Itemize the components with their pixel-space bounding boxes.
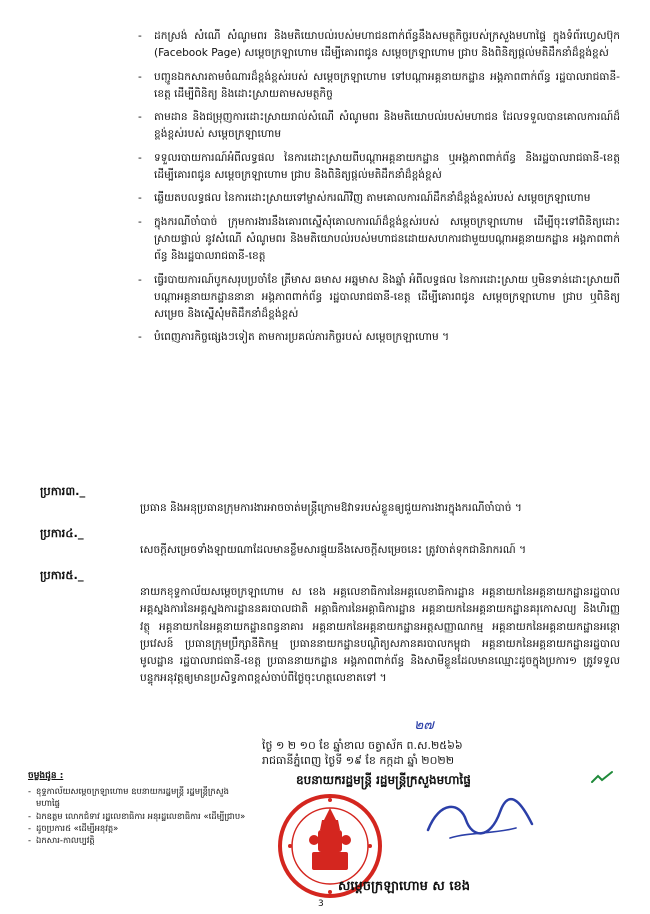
- task-list: [138, 28, 620, 353]
- initials-mark-icon: [590, 770, 614, 786]
- article-text: ប្រធាន និងអនុប្រធានក្រុមការងារអាចចាត់មន្ត្រីក្រោមឱវាទរបស់ខ្លួនឲ្យជួយការងារក្នុងករណីចាំបាច់ ។: [140, 502, 522, 514]
- list-item: - ធ្វើរបាយការណ៍បូកសរុបប្រចាំខែ ត្រីមាស ឆមាស អឆ្នមាស និងឆ្នាំ អំពីលទ្ធផល នៃការដោះស្រាយ ឬមិនទាន់ដោះស្រាយពីបណ្ដាអគ្គនាយកដ្ឋាននានា អង្គភាពពាក់ព័ន្ធ រដ្ឋបាលរាជធានី-ខេត្ត ដើម្បីគោរពជូន សម្ដេចក្រឡាហោម ជ្រាប ឬពិនិត្យ សម្រេច និងស្នើសុំមតិដឹកនាំដ៏ខ្ពង់ខ្ពស់: [138, 273, 620, 321]
- article-label: ប្រការ៤._: [40, 526, 84, 540]
- list-item: - ទទួលរបាយការណ៍អំពីលទ្ធផល នៃការដោះស្រាយពីបណ្ដាអគ្គនាយកដ្ឋាន ឬអង្គភាពពាក់ព័ន្ធ និងរដ្ឋបាលរាជធានី-ខេត្ត ដើម្បីគោរពជូន សម្ដេចក្រឡាហោម ជ្រាប និងពិនិត្យផ្ដល់មតិដឹកនាំដ៏ខ្ពង់ខ្ពស់: [138, 151, 620, 182]
- lunar-date: ថ្ងៃ ១ ២ ១០ ខែ ឆ្នាំខាល ចត្វាស័ក ព.ស.២៥៦៦: [262, 739, 463, 752]
- copy-to-title: ចម្លងជូន :: [28, 771, 64, 781]
- list-item: - បំពេញភារកិច្ចផ្សេងៗទៀត តាមការប្រគល់ភារកិច្ចរបស់ សម្ដេចក្រឡាហោម ។: [138, 331, 450, 344]
- article-label: ប្រការ៥._: [40, 568, 84, 582]
- solar-date: រាជធានីភ្នំពេញ ថ្ងៃទី ១៩ ខែ កក្កដា ឆ្នាំ ២០២២: [262, 754, 455, 767]
- article-label: ប្រការ៣._: [40, 484, 86, 498]
- copy-to-list: [28, 770, 248, 846]
- list-item: - ក្នុងករណីចាំបាច់ ក្រុមការងារនឹងគោរពស្នើសុំគោលការណ៍ដ៏ខ្ពង់ខ្ពស់របស់ សម្ដេចក្រឡាហោម ដើម្បីចុះទៅពិនិត្យដោះស្រាយផ្ទាល់ នូវសំណើ សំណូមពរ និងមតិយោបល់របស់មហាជនដោយសហការជាមួយបណ្ដាអគ្គនាយកដ្ឋាន អង្គភាពពាក់ព័ន្ធ និងរដ្ឋបាលរាជធានី-ខេត្ត: [138, 215, 620, 263]
- list-item: - តាមដាន និងជម្រុញការដោះស្រាយរាល់សំណើ សំណូមពរ និងមតិយោបល់របស់មហាជន ដែលទទួលបានគោលការណ៍ដ៏ខ្ពង់ខ្ពស់របស់ សម្ដេចក្រឡាហោម: [138, 111, 620, 141]
- article-text: សេចក្ដីសម្រេចទាំងឡាយណាដែលមានខ្លឹមសារផ្ទុយនឹងសេចក្ដីសម្រេចនេះ ត្រូវចាត់ទុកជានិរាករណ៍ ។: [140, 544, 527, 556]
- article-text: នាយកខុទ្ទកាល័យសម្ដេចក្រឡាហោម ស ខេង អគ្គលេខាធិការនៃអគ្គលេខាធិការដ្ឋាន អគ្គនាយកនៃអគ្គនាយកដ្ឋានរដ្ឋបាល អគ្គស្នងការនៃអគ្គស្នងការដ្ឋាននគរបាលជាតិ អគ្គាធិការនៃអគ្គាធិការដ្ឋាន អគ្គនាយកនៃអគ្គនាយកដ្ឋានគរុកោសល្យ និងហិរញ្ញវត្ថុ អគ្គនាយកនៃអគ្គនាយកដ្ឋានពន្ធនាគារ អគ្គនាយកនៃអគ្គនាយកដ្ឋានអត្តសញ្ញាណកម្ម អគ្គនាយកនៃអគ្គនាយកដ្ឋានអន្តោប្រវេសន៍ ប្រធានក្រុមប្រឹក្សានីតិកម្ម ប្រធាននាយកដ្ឋានបណ្ដិត្យសភានគរបាលកម្ពុជា អគ្គនាយកនៃអគ្គនាយកដ្ឋានរដ្ឋបាលមូលដ្ឋាន រដ្ឋបាលរាជធានី-ខេត្ត ប្រធាននាយកដ្ឋាន អង្គភាពពាក់ព័ន្ធ និងសាមីខ្លួនដែលមានឈ្មោះដូចក្នុងប្រការ១ ត្រូវទទួលបន្ទុកអនុវត្តឲ្យមានប្រសិទ្ធភាពខ្ពស់ចាប់ពីថ្ងៃចុះហត្ថលេខាតទៅ ។: [140, 586, 620, 685]
- list-item: - ដកស្រង់ សំណើ សំណូមពរ និងមតិយោបល់របស់មហាជនពាក់ព័ន្ធនឹងសមត្ថកិច្ចរបស់ក្រសួងមហាផ្ទៃ ក្នុងទំព័រហ្វេសប៊ុក (Facebook Page) សម្ដេចក្រឡាហោម ដើម្បីគោរពជូន សម្ដេចក្រឡាហោម ជ្រាប និងពិនិត្យផ្ដល់មតិដឹកនាំដ៏ខ្ពង់ខ្ពស់: [138, 30, 620, 60]
- list-item: - ខុទ្ទកាល័យសម្ដេចក្រឡាហោម ឧបនាយករដ្ឋមន្ត្រី រដ្ឋមន្ត្រីក្រសួងមហាផ្ទៃ: [28, 785, 248, 809]
- handwritten-mark: ๒๗: [414, 717, 434, 733]
- signature-title: ឧបនាយករដ្ឋមន្ត្រី រដ្ឋមន្ត្រីក្រសួងមហាផ្ទៃ: [296, 773, 471, 787]
- list-item: - ឆ្លើយតបលទ្ធផល នៃការដោះស្រាយទៅម្ចាស់ករណីវិញ តាមគោលការណ៍ដឹកនាំដ៏ខ្ពង់ខ្ពស់របស់ សម្ដេចក្រឡាហោម: [138, 192, 591, 205]
- list-item: - ឯកឧត្តម លោកជំទាវ រដ្ឋលេខាធិការ អនុរដ្ឋលេខាធិការ «ដើម្បីជ្រាប»: [28, 810, 248, 822]
- page-number: 3: [318, 899, 324, 909]
- handwritten-signature-icon: [420, 790, 540, 850]
- signer-name: សម្ដេចក្រឡាហោម ស ខេង: [338, 879, 470, 894]
- list-item: - ដូចប្រការ៥ «ដើម្បីអនុវត្ត»: [28, 822, 248, 834]
- date-block: [262, 738, 632, 768]
- list-item: - ឯកសារ-កាលប្បវត្តិ: [28, 834, 248, 846]
- list-item: - បញ្ជូនឯកសារតាមចំណារដ៏ខ្ពង់ខ្ពស់របស់ សម្ដេចក្រឡាហោម ទៅបណ្ដាអគ្គនាយកដ្ឋាន អង្គភាពពាក់ព័ន្ធ រដ្ឋបាលរាជធានី-ខេត្ត ដើម្បីពិនិត្យ និងដោះស្រាយតាមសមត្ថកិច្ច: [138, 70, 620, 100]
